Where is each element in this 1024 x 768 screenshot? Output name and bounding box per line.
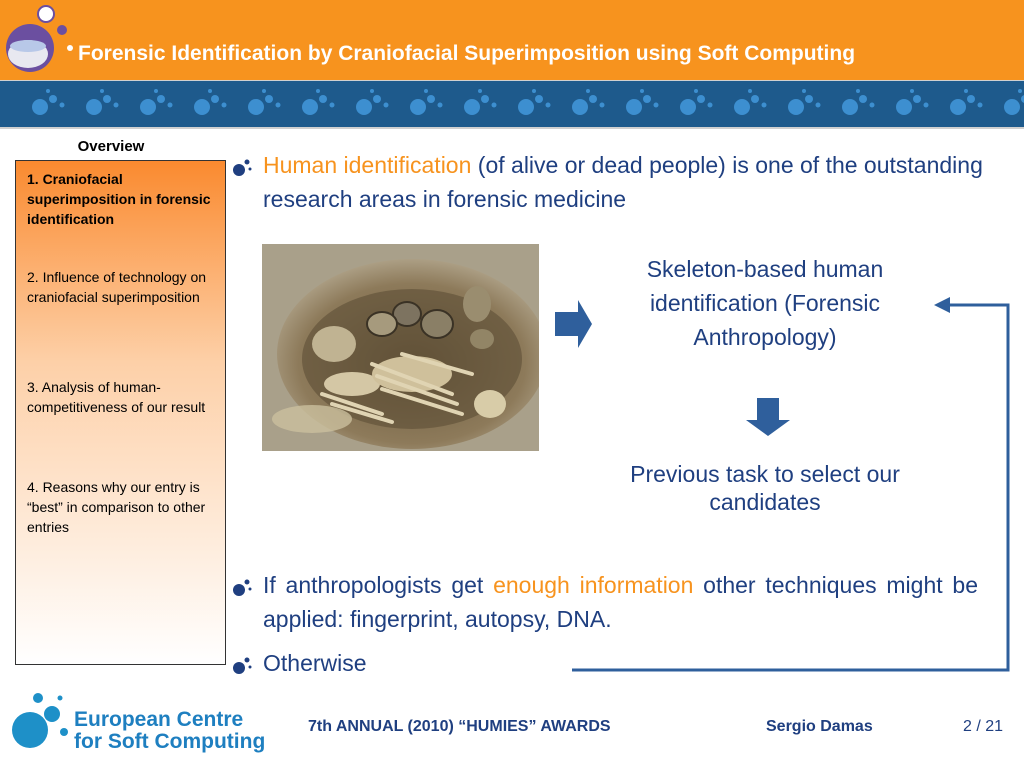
band-dot <box>967 95 975 103</box>
overview-item-2[interactable]: 2. Influence of technology on craniofacial superimposition <box>27 269 207 305</box>
band-dot <box>1018 89 1022 93</box>
band-dot <box>734 99 750 115</box>
flow-box-previous-task: Previous task to select our candidates <box>630 461 900 515</box>
band-dot <box>518 99 534 115</box>
band-dot <box>302 99 318 115</box>
band-dot <box>924 103 929 108</box>
band-dot <box>589 95 597 103</box>
logo-line1: European Centre <box>74 708 244 731</box>
band-dot <box>211 95 219 103</box>
header-bar <box>0 0 1024 80</box>
band-dot <box>194 99 210 115</box>
band-dot <box>384 103 389 108</box>
band-dot <box>748 89 752 93</box>
band-dot <box>356 99 372 115</box>
overview-item-1[interactable]: 1. Craniofacial superimposition in forensic identification <box>27 171 211 227</box>
band-dot <box>262 89 266 93</box>
bullet-other-techniques <box>263 568 978 636</box>
band-dot <box>859 95 867 103</box>
band-dot <box>319 95 327 103</box>
space <box>570 572 580 598</box>
band-dot <box>100 89 104 93</box>
overview-item-3[interactable]: 3. Analysis of human-competitiveness of our result <box>27 379 206 415</box>
band-dot <box>32 99 48 115</box>
band-dot <box>265 95 273 103</box>
slide-title: Forensic Identification by Craniofacial Superimposition using Soft Computing <box>78 42 856 65</box>
footer-awards: 7th ANNUAL (2010) “HUMIES” AWARDS <box>308 718 611 735</box>
band-dot <box>103 95 111 103</box>
band-dot <box>870 103 875 108</box>
overview-item-4[interactable]: 4. Reasons why our entry is “best” in comparison to other entries <box>27 479 206 535</box>
band-dot <box>600 103 605 108</box>
flow-box-skeleton-based: Skeleton-based human identification (Forensic Anthropology) <box>646 256 884 350</box>
bullet-icon <box>231 654 253 676</box>
band-dot <box>46 89 50 93</box>
bullet-text: If anthropologists get <box>263 572 494 598</box>
overview-heading: Overview <box>77 138 145 155</box>
band-dot <box>370 89 374 93</box>
band-dot <box>478 89 482 93</box>
band-dot <box>978 103 983 108</box>
band-dot <box>708 103 713 108</box>
right-arrow-icon <box>555 300 592 348</box>
band-dot <box>481 95 489 103</box>
band-dot <box>438 103 443 108</box>
band-dot <box>751 95 759 103</box>
band-dot <box>532 89 536 93</box>
band-dot <box>640 89 644 93</box>
band-dot <box>694 89 698 93</box>
bullet-icon <box>231 576 253 598</box>
highlight-enough: enough <box>493 572 570 598</box>
band-dot <box>680 99 696 115</box>
down-arrow-icon <box>746 398 790 436</box>
band-dot <box>842 99 858 115</box>
bullet-otherwise <box>263 646 563 680</box>
band-dot <box>802 89 806 93</box>
bullet-icon <box>231 156 253 178</box>
band-dot <box>330 103 335 108</box>
band-dot <box>168 103 173 108</box>
band-dot <box>626 99 642 115</box>
bullet-text: Otherwise <box>263 650 367 676</box>
band-dot <box>427 95 435 103</box>
band-dot <box>157 95 165 103</box>
band-dot <box>1004 99 1020 115</box>
band-dot <box>762 103 767 108</box>
decorative-dots-band <box>0 80 1024 129</box>
bullet-text: (of alive or dead people) is one of the outstanding research areas in forensic medicine <box>263 152 983 212</box>
band-dot <box>410 99 426 115</box>
band-dot <box>964 89 968 93</box>
burial-skeleton-photo <box>262 244 539 451</box>
page-number: 2 / 21 <box>963 718 1004 735</box>
band-dot <box>316 89 320 93</box>
band-dot <box>248 99 264 115</box>
band-dot <box>697 95 705 103</box>
band-dot <box>60 103 65 108</box>
bullet-human-identification <box>263 148 1003 216</box>
band-dot <box>805 95 813 103</box>
band-dot <box>788 99 804 115</box>
band-dot <box>208 89 212 93</box>
band-dot <box>535 95 543 103</box>
band-dot <box>154 89 158 93</box>
band-dot <box>86 99 102 115</box>
bullet-text: other techniques might be applied: fingerprint, autopsy, DNA. <box>263 572 978 632</box>
band-dot <box>643 95 651 103</box>
band-dot <box>49 95 57 103</box>
highlight-text: Human identification <box>263 152 472 178</box>
band-dot <box>950 99 966 115</box>
band-dot <box>856 89 860 93</box>
logo-line2: for Soft Computing <box>74 730 266 753</box>
band-dot <box>816 103 821 108</box>
ecsc-orb-logo <box>2 2 74 78</box>
band-dot <box>654 103 659 108</box>
band-dot <box>913 95 921 103</box>
band-dot <box>222 103 227 108</box>
band-dot <box>910 89 914 93</box>
band-dot <box>140 99 156 115</box>
band-dot <box>586 89 590 93</box>
band-dot <box>546 103 551 108</box>
ecsc-footer-logo <box>8 688 278 758</box>
band-dot <box>572 99 588 115</box>
band-dot <box>896 99 912 115</box>
band-dot <box>373 95 381 103</box>
footer-author: Sergio Damas <box>766 718 873 735</box>
band-dot <box>114 103 119 108</box>
highlight-information: information <box>579 572 694 598</box>
band-dot <box>424 89 428 93</box>
overview-sidebar <box>15 160 226 665</box>
band-dot <box>464 99 480 115</box>
band-dot <box>492 103 497 108</box>
band-dot <box>276 103 281 108</box>
